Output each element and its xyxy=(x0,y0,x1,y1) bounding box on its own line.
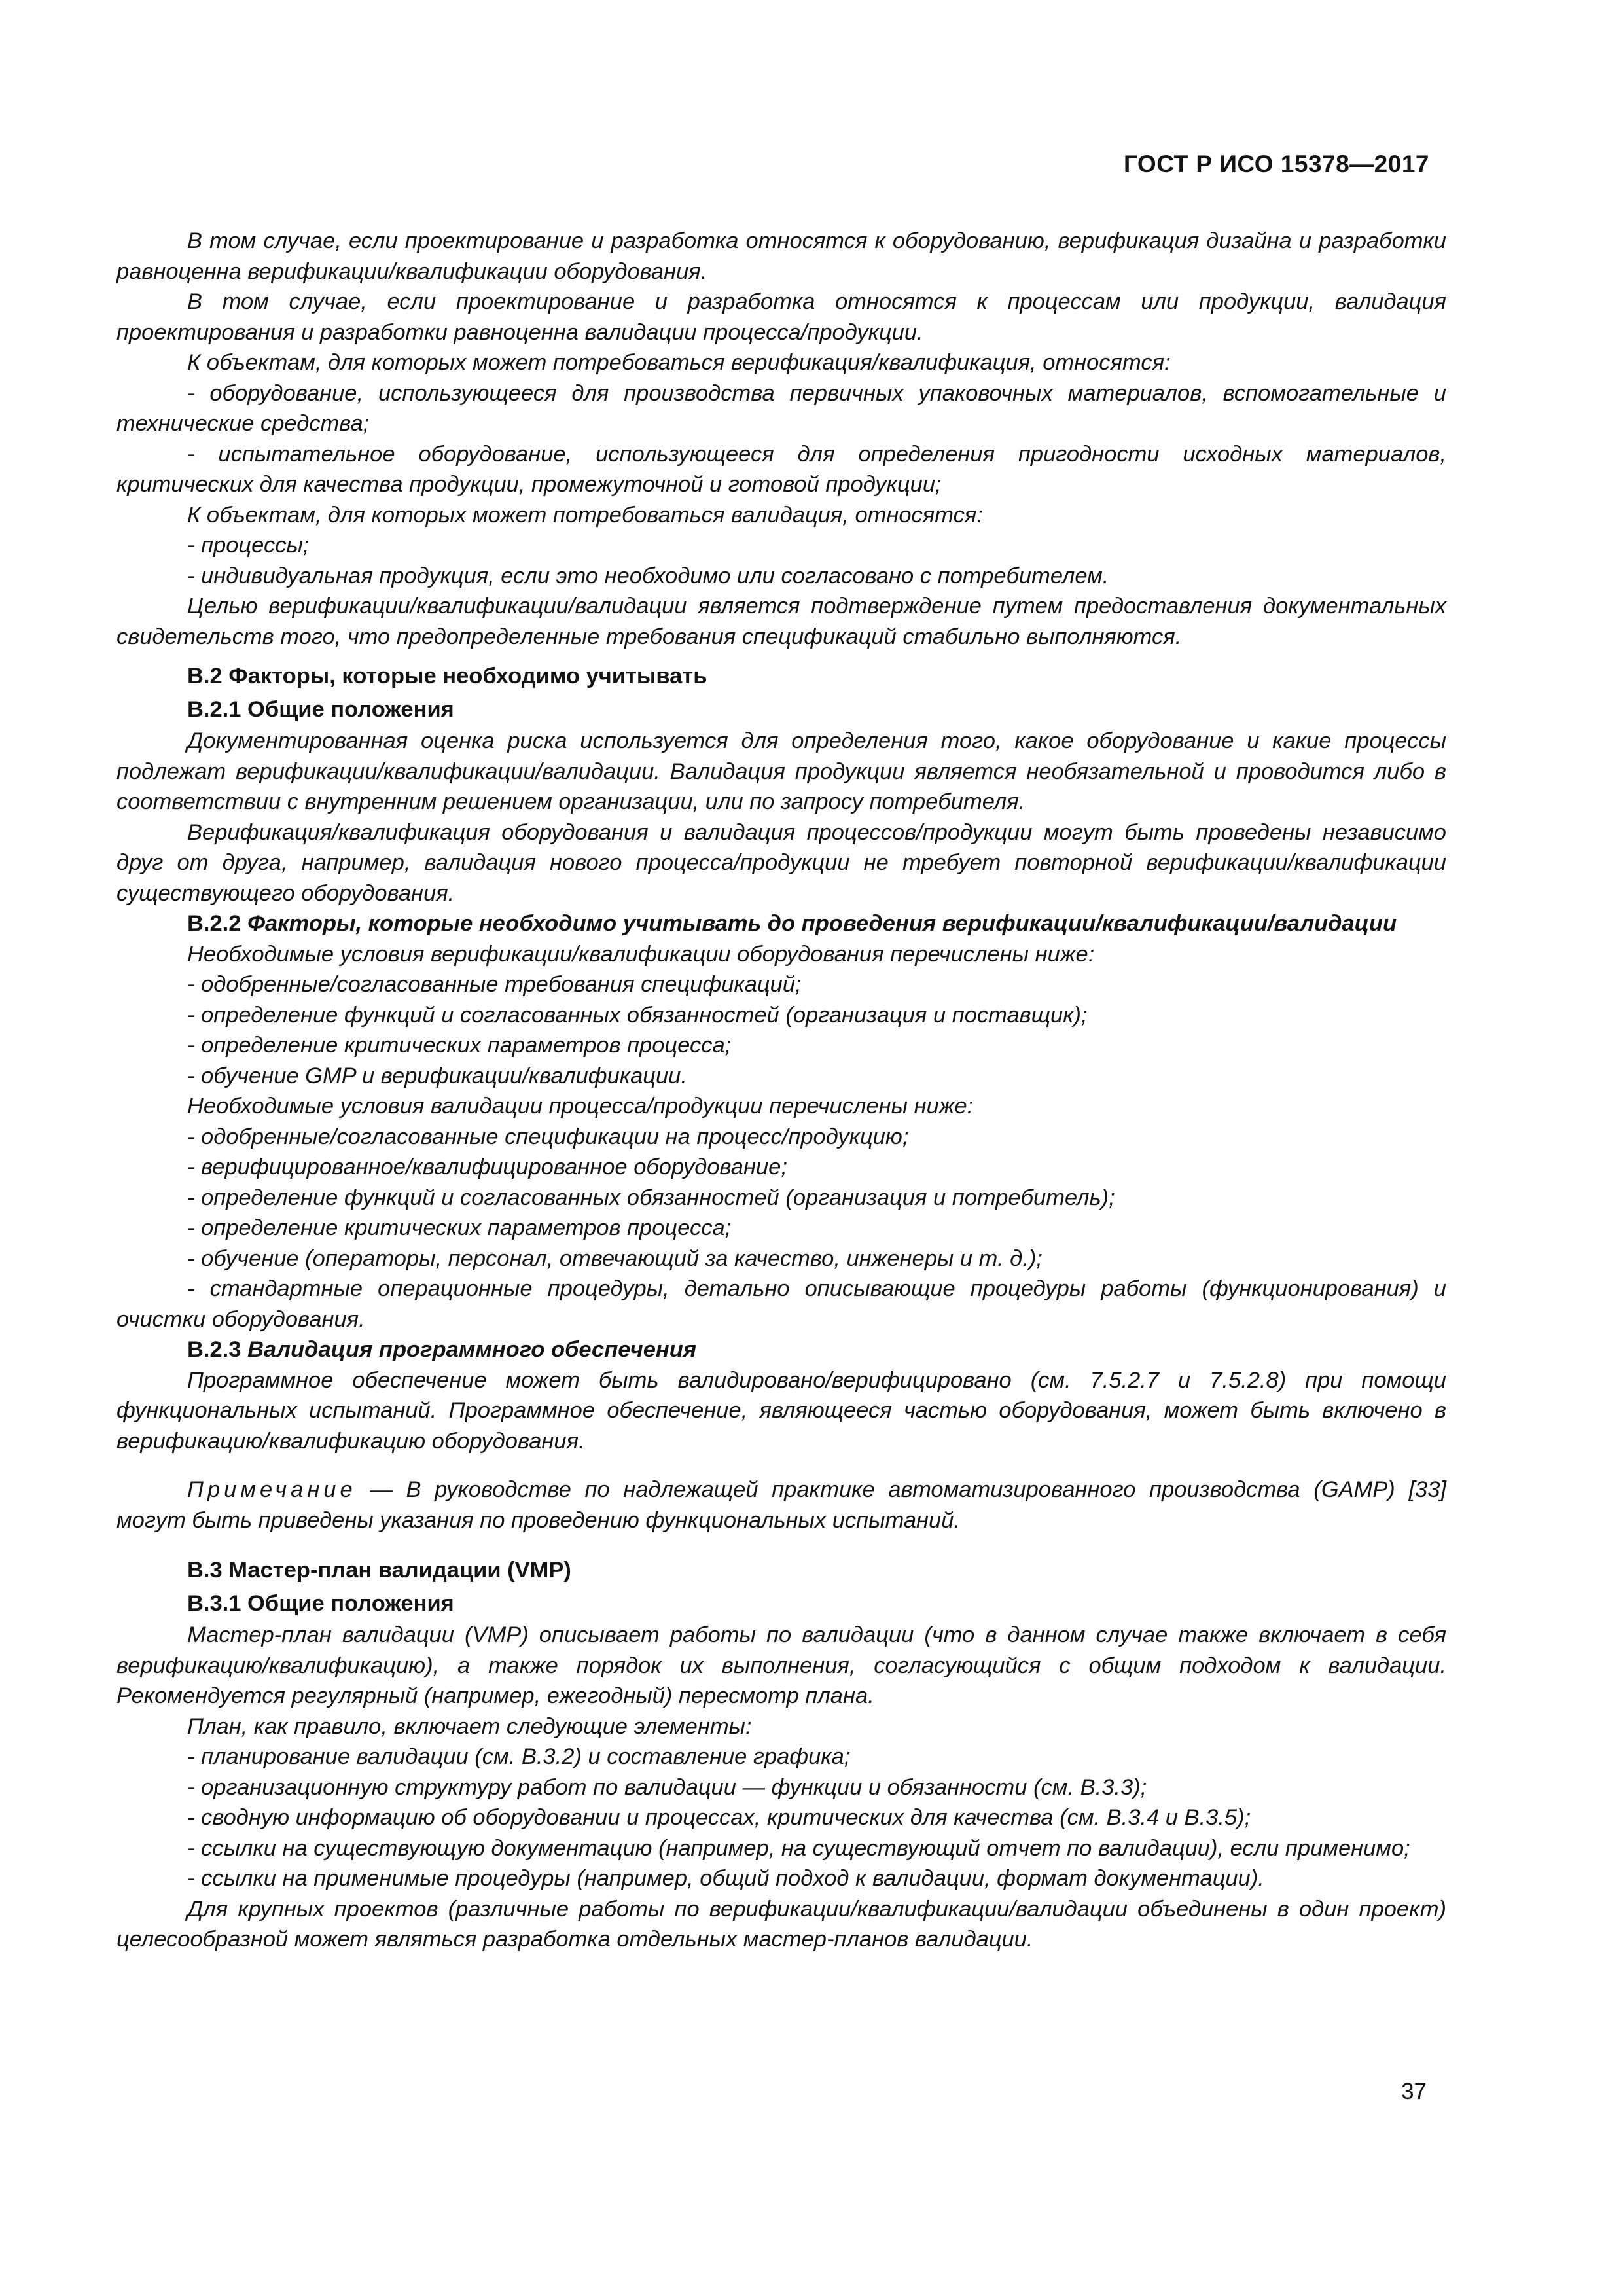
note-text: — В руководстве по надлежащей практике автоматизированного производства (GAMP) [33] могут быть приведены указания по проведению функциональных испытаний. xyxy=(116,1477,1446,1533)
paragraph: Необходимые условия верификации/квалификации оборудования перечислены ниже: xyxy=(187,941,1095,967)
page-number: 37 xyxy=(1401,2079,1427,2104)
list-item: - обучение GMP и верификации/квалификации. xyxy=(187,1063,687,1088)
note-label: Примечание xyxy=(187,1477,357,1502)
section-heading-b3-1: В.3.1 Общие положения xyxy=(187,1590,454,1616)
list-item: - испытательное оборудование, использующееся для определения пригодности исходных материалов, критических для качества продукции, промежуточной и готовой продукции; xyxy=(116,441,1446,497)
heading-text: Факторы, которые необходимо учитывать до проведения верификации/квалификации/валидации xyxy=(247,911,1397,936)
list-item: - сводную информацию об оборудовании и процессах, критических для качества (см. В.3.4 и В.3.5); xyxy=(187,1805,1251,1830)
heading-number: В.2.3 xyxy=(187,1337,241,1362)
list-item: - обучение (операторы, персонал, отвечающий за качество, инженеры и т. д.); xyxy=(187,1246,1043,1271)
paragraph: План, как правило, включает следующие элементы: xyxy=(187,1713,752,1739)
list-item: - стандартные операционные процедуры, детально описывающие процедуры работы (функционирования) и очистки оборудования. xyxy=(116,1276,1446,1332)
section-heading-b2-2 xyxy=(116,908,1446,939)
list-item: - определение критических параметров процесса; xyxy=(187,1215,732,1240)
section-heading-b2-1: В.2.1 Общие положения xyxy=(187,696,454,722)
list-item: - одобренные/согласованные требования спецификаций; xyxy=(187,972,802,997)
list-item: - определение функций и согласованных обязанностей (организация и потребитель); xyxy=(187,1185,1115,1210)
paragraph: К объектам, для которых может потребоваться верификация/квалификация, относятся: xyxy=(187,350,1171,375)
note xyxy=(116,1475,1446,1535)
heading-number: В.2.2 xyxy=(187,911,241,936)
paragraph: Для крупных проектов (различные работы по верификации/квалификации/валидации объединены в один проект) целесообразной может являться разработка отдельных мастер-планов валидации. xyxy=(116,1896,1446,1952)
paragraph: Программное обеспечение может быть валидировано/верифицировано (см. 7.5.2.7 и 7.5.2.8) при помощи функциональных испытаний. Программное обеспечение, являющееся частью оборудования, может быть включено в верификацию/квалификацию оборудования. xyxy=(116,1367,1446,1454)
paragraph: Мастер-план валидации (VMP) описывает работы по валидации (что в данном случае также включает в себя верификацию/квалификацию), а также порядок их выполнения, согласующийся с общим подходом к валидации. Рекомендуется регулярный (например, ежегодный) пересмотр плана. xyxy=(116,1623,1446,1708)
paragraph: К объектам, для которых может потребоваться валидация, относятся: xyxy=(187,502,983,528)
list-item: - ссылки на применимые процедуры (например, общий подход к валидации, формат документации). xyxy=(187,1866,1264,1891)
paragraph: Верификация/квалификация оборудования и валидация процессов/продукции могут быть проведены независимо друг от друга, например, валидация нового процесса/продукции не требует повторной верификации/квалификации существующего оборудования. xyxy=(116,819,1446,906)
document-body xyxy=(116,226,1446,1955)
list-item: - оборудование, использующееся для производства первичных упаковочных материалов, вспомогательные и технические средства; xyxy=(116,380,1446,436)
paragraph: Необходимые условия валидации процесса/продукции перечислены ниже: xyxy=(187,1094,974,1119)
section-heading-b2-3 xyxy=(116,1335,1446,1365)
list-item: - организационную структуру работ по валидации — функции и обязанности (см. В.3.3); xyxy=(187,1774,1147,1800)
list-item: - одобренные/согласованные спецификации на процесс/продукцию; xyxy=(187,1124,909,1149)
paragraph: Документированная оценка риска используется для определения того, какое оборудование и какие процессы подлежат верификации/квалификации/валидации. Валидация продукции является необязательной и проводится либо в соответствии с внутренним решением организации, или по запросу потребителя. xyxy=(116,728,1446,814)
list-item: - определение критических параметров процесса; xyxy=(187,1033,732,1058)
list-item: - планирование валидации (см. В.3.2) и составление графика; xyxy=(187,1744,851,1769)
section-heading-b2: В.2 Факторы, которые необходимо учитывать xyxy=(187,664,707,689)
list-item: - определение функций и согласованных обязанностей (организация и поставщик); xyxy=(187,1002,1088,1028)
list-item: - ссылки на существующую документацию (например, на существующий отчет по валидации), если применимо; xyxy=(187,1835,1410,1861)
standard-code-header: ГОСТ Р ИСО 15378—2017 xyxy=(1123,151,1429,177)
paragraph: В том случае, если проектирование и разработка относятся к оборудованию, верификация дизайна и разработки равноценна верификации/квалификации оборудования. xyxy=(116,228,1446,284)
list-item: - индивидуальная продукция, если это необходимо или согласовано с потребителем. xyxy=(187,563,1109,588)
list-item: - верифицированное/квалифицированное оборудование; xyxy=(187,1155,787,1179)
heading-text: Валидация программного обеспечения xyxy=(247,1337,697,1362)
paragraph: В том случае, если проектирование и разработка относятся к процессам или продукции, валидация проектирования и разработки равноценна валидации процесса/продукции. xyxy=(116,289,1446,345)
paragraph: Целью верификации/квалификации/валидации является подтверждение путем предоставления документальных свидетельств того, что предопределенные требования спецификаций стабильно выполняются. xyxy=(116,594,1446,649)
list-item: - процессы; xyxy=(187,533,310,558)
section-heading-b3: В.3 Мастер-план валидации (VMP) xyxy=(187,1558,571,1583)
